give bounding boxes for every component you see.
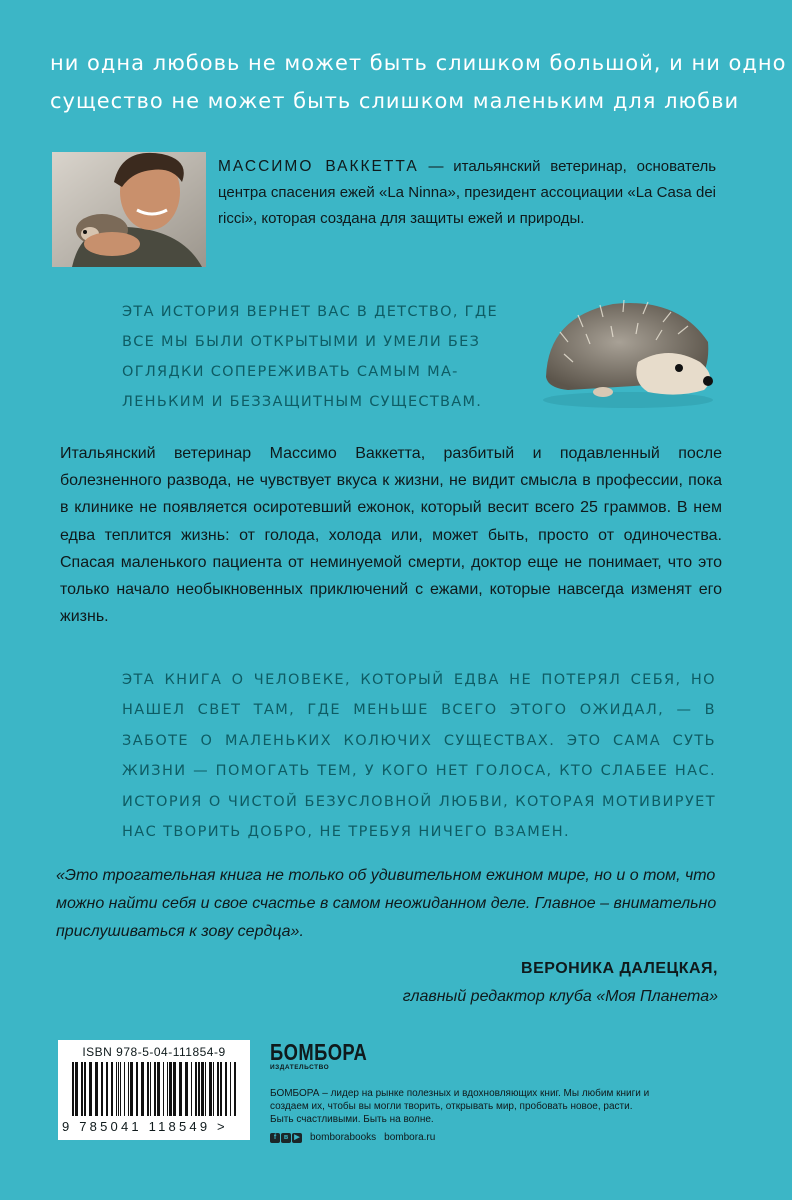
vk-icon[interactable]: в — [281, 1133, 291, 1143]
barcode-bars — [66, 1062, 242, 1118]
isbn-label: ISBN 978-5-04-111854-9 — [82, 1045, 226, 1059]
youtube-icon[interactable]: ▶ — [292, 1133, 302, 1143]
publisher-description: БОМБОРА – лидер на рынке полезных и вдохновляющих книг. Мы любим книги и создаем их, чтобы вы могли творить, открывать мир, пробовать новое, расти. Быть счастливыми. Быть на волне. — [270, 1088, 650, 1125]
hedgehog-image — [528, 282, 728, 412]
description-paragraph: Итальянский ветеринар Массимо Ваккетта, разбитый и подавленный после болезненного развода, не чувствует вкуса к жизни, не видит смысла в профессии, пока в клинике не появляется осиротевший ежонок, который весит всего 25 граммов. В нем едва теплится жизнь: от голода, холода или, может быть, просто от одиночества. Спасая маленького пациента от неминуемой смерти, доктор еще не понимает, что это только начало необыкновенных приключений с ежами, которые навсегда изменят его жизнь. — [60, 445, 722, 626]
author-photo — [52, 152, 206, 267]
facebook-icon[interactable]: f — [270, 1133, 280, 1143]
barcode — [58, 1040, 250, 1140]
social-handle[interactable]: bomborabooks — [310, 1132, 377, 1143]
publisher-links — [270, 1132, 650, 1143]
publisher-block — [270, 1040, 650, 1143]
tagline-line: существо не может быть слишком маленьким для любви — [50, 89, 740, 113]
review-author-name: ВЕРОНИКА ДАЛЕЦКАЯ, — [521, 960, 718, 977]
barcode-digits: 9 785041 118549 > — [62, 1119, 228, 1134]
publisher-logo: БОМБОРА — [270, 1039, 368, 1065]
author-bio — [218, 154, 716, 232]
website-link[interactable]: bombora.ru — [384, 1132, 436, 1143]
review-attribution — [403, 955, 718, 1011]
quote-line: ЛЕНЬКИМ И БЕЗЗАЩИТНЫМ СУЩЕСТВАМ. — [122, 394, 483, 410]
review-quote: «Это трогательная книга не только об удивительном ежином мире, но и о том, что можно найти себя и свое счастье в самом неожиданном деле. Главное – внимательно прислушиваться к зову сердца». — [56, 867, 717, 940]
author-name: МАССИМО ВАККЕТТА — [218, 158, 419, 175]
social-icons — [270, 1133, 302, 1143]
tagline-line: ни одна любовь не может быть слишком большой, и ни одно — [50, 51, 787, 75]
pull-quote-childhood — [122, 297, 522, 417]
pull-quote-book-about: ЭТА КНИГА О ЧЕЛОВЕКЕ, КОТОРЫЙ ЕДВА НЕ ПОТЕРЯЛ СЕБЯ, НО НАШЕЛ СВЕТ ТАМ, ГДЕ МЕНЬШЕ ВСЕГО ЭТОГО ОЖИДАЛ, — В ЗАБОТЕ О МАЛЕНЬКИХ КОЛЮЧИХ СУЩЕСТВАХ. ЭТО САМА СУТЬ ЖИЗНИ — ПОМОГАТЬ ТЕМ, У КОГО НЕТ ГОЛОСА, КТО СЛАБЕЕ НАС. ИСТОРИЯ О ЧИСТОЙ БЕЗУСЛОВНОЙ ЛЮБВИ, КОТОРАЯ МОТИВИРУЕТ НАС ТВОРИТЬ ДОБРО, НЕ ТРЕБУЯ НИЧЕГО ВЗАМЕН. — [122, 672, 716, 841]
quote-line: ЭТА ИСТОРИЯ ВЕРНЕТ ВАС В ДЕТСТВО, ГДЕ — [122, 304, 498, 320]
quote-line: ВСЕ МЫ БЫЛИ ОТКРЫТЫМИ И УМЕЛИ БЕЗ — [122, 334, 481, 350]
tagline — [50, 44, 787, 120]
quote-line: ОГЛЯДКИ СОПЕРЕЖИВАТЬ САМЫМ МА- — [122, 364, 459, 380]
review-author-role: главный редактор клуба «Моя Планета» — [402, 988, 718, 1005]
author-bio-text: — итальянский ветеринар, основатель центра спасения ежей «La Ninna», президент ассоциации «La Casa dei ricci», которая создана для защиты ежей и природы. — [218, 158, 717, 227]
publisher-sub: ИЗДАТЕЛЬСТВО — [270, 1064, 330, 1071]
